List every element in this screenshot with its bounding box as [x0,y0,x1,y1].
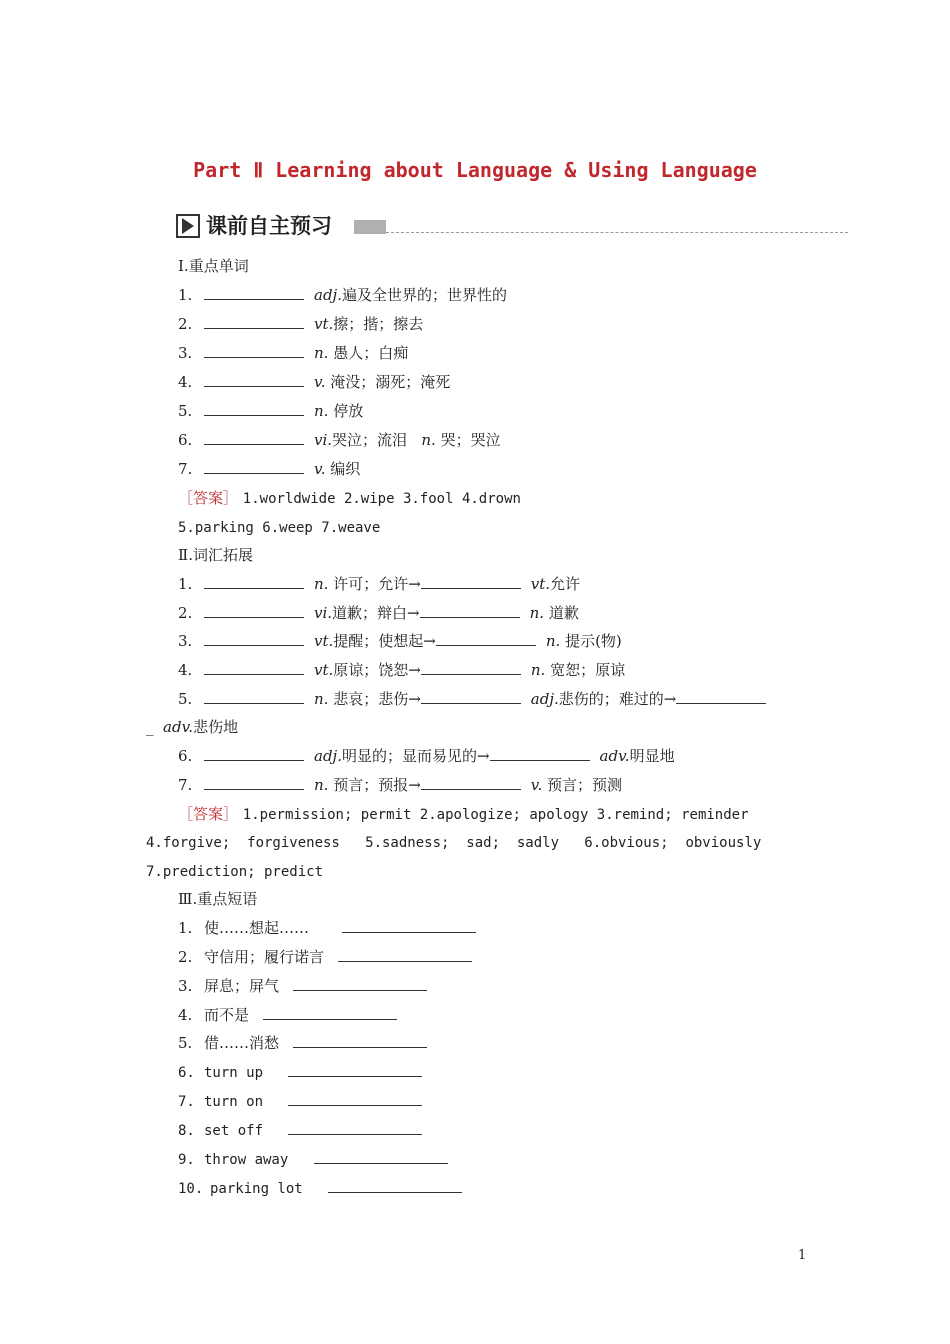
blank[interactable] [490,746,590,761]
blank[interactable] [204,372,304,387]
banner-bar [354,220,386,234]
blank[interactable] [204,401,304,416]
blank[interactable] [204,775,304,790]
blank[interactable] [288,1091,422,1106]
list-item: 7. n. 预言；预报→ v. 预言；预测 [178,776,623,794]
list-item: 7. v. 编织 [178,460,361,478]
answer-text: 7.prediction; predict [146,864,324,880]
blank[interactable] [338,947,472,962]
list-item: 2. vt.擦；揩；擦去 [178,315,424,333]
list-item-continuation: _ adv.悲伤地 [146,718,239,736]
blank[interactable] [204,343,304,358]
blank[interactable] [204,660,304,675]
answer-label: ［答案］ [178,489,239,507]
section-heading: Ⅱ.词汇拓展 [178,546,253,564]
blank[interactable] [204,459,304,474]
list-item: 6. adj.明显的；显而易见的→ adv.明显地 [178,747,675,765]
answer-text: 1.permission; permit 2.apologize; apology 3.remind; reminder [242,807,749,823]
answer-label: ［答案］ [178,805,239,823]
answer-text: 1.worldwide 2.wipe 3.fool 4.drown [242,491,521,507]
list-item: 6. vi.哭泣；流泪 n. 哭；哭泣 [178,431,501,449]
list-item: 4. 而不是 [178,1005,407,1025]
answer-text: 4.forgive; forgiveness 5.sadness; sad; sadly 6.obvious; obviously [146,835,762,851]
answer-row [146,832,761,853]
blank[interactable] [204,285,304,300]
blank[interactable] [421,689,521,704]
blank[interactable] [328,1178,462,1193]
blank[interactable] [421,660,521,675]
blank[interactable] [204,689,304,704]
answer-row [178,804,749,825]
arrow-icon [176,214,200,238]
list-item: 8. set off [178,1120,432,1141]
blank[interactable] [314,1149,448,1164]
list-item: 1. n. 许可；允许→ vt.允许 [178,575,581,593]
blank[interactable] [204,603,304,618]
list-item: 2. 守信用；履行诺言 [178,947,482,967]
list-item: 5. n. 停放 [178,402,364,420]
blank[interactable] [288,1062,422,1077]
list-item: 5. 借……消愁 [178,1033,437,1053]
blank[interactable] [263,1005,397,1020]
blank[interactable] [420,603,520,618]
list-item: 1. adj.遍及全世界的；世界性的 [178,286,507,304]
blank[interactable] [293,976,427,991]
blank[interactable] [293,1033,427,1048]
blank[interactable] [342,918,476,933]
list-item: 10. parking lot [178,1178,472,1199]
banner-divider [386,232,848,233]
blank[interactable] [421,574,521,589]
blank[interactable] [288,1120,422,1135]
blank[interactable] [676,689,766,704]
page-number: 1 [798,1248,807,1263]
answer-row [178,517,380,538]
answer-row [178,488,521,509]
list-item: 9. throw away [178,1149,458,1170]
list-item: 3. vt.提醒；使想起→ n. 提示(物) [178,632,622,650]
blank[interactable] [204,314,304,329]
blank[interactable] [204,746,304,761]
answer-row [146,861,323,882]
banner-label: 课前自主预习 [206,214,332,238]
list-item: 1. 使……想起…… [178,918,486,938]
blank[interactable] [204,631,304,646]
list-item: 3. n. 愚人；白痴 [178,344,409,362]
blank[interactable] [204,430,304,445]
blank[interactable] [436,631,536,646]
list-item: 6. turn up [178,1062,432,1083]
list-item: 4. v. 淹没；溺死；淹死 [178,373,451,391]
list-item: 3. 屏息；屏气 [178,976,437,996]
list-item: 4. vt.原谅；饶恕→ n. 宽恕；原谅 [178,661,626,679]
section-heading: Ⅲ.重点短语 [178,890,258,908]
list-item: 2. vi.道歉；辩白→ n. 道歉 [178,604,579,622]
section-heading: Ⅰ.重点单词 [178,257,249,275]
list-item: 5. n. 悲哀；悲伤→ adj.悲伤的；难过的→ [178,689,766,709]
blank[interactable] [204,574,304,589]
page-title: Part Ⅱ Learning about Language & Using Language [193,158,757,182]
section-banner [176,212,848,240]
list-item: 7. turn on [178,1091,432,1112]
blank[interactable] [421,775,521,790]
answer-text: 5.parking 6.weep 7.weave [178,520,381,536]
